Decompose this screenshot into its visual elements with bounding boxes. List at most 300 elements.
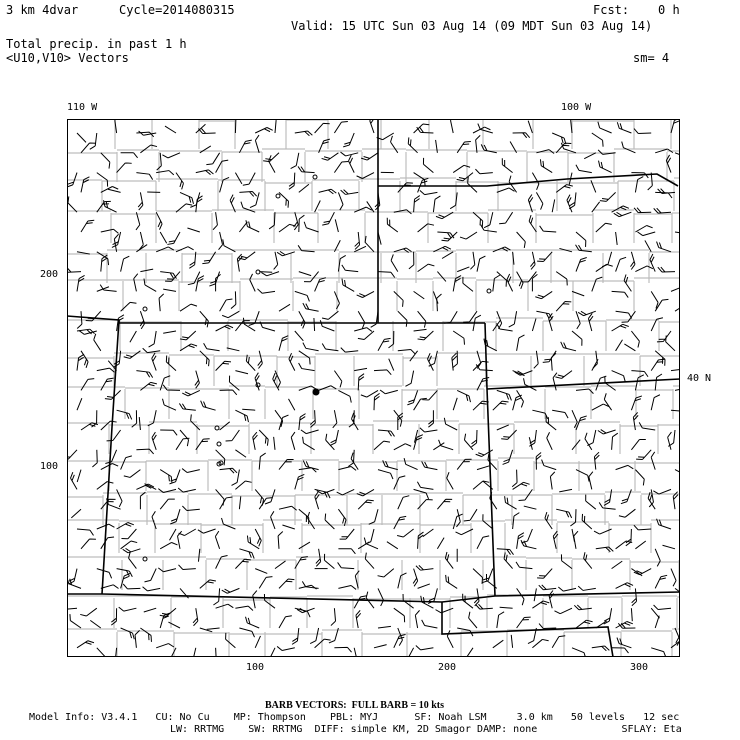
wind-barb — [136, 371, 153, 378]
wind-barb — [402, 458, 420, 469]
wind-barb — [196, 436, 210, 453]
wind-barb — [511, 635, 512, 648]
wind-barb — [140, 380, 156, 394]
wind-barb — [651, 316, 663, 334]
wind-barb — [160, 430, 177, 435]
wind-barb — [509, 310, 517, 328]
wind-barb — [515, 562, 532, 569]
wind-barb — [220, 390, 237, 396]
wind-barb — [357, 485, 374, 498]
wind-barb — [476, 124, 494, 133]
wind-barb — [456, 525, 473, 537]
wind-barb — [176, 201, 192, 216]
wind-barb — [355, 610, 363, 628]
wind-barb — [251, 489, 266, 505]
wind-barb — [235, 450, 246, 457]
wind-barb — [648, 254, 659, 272]
wind-barb — [548, 590, 557, 608]
y-tick-200: 200 — [40, 269, 59, 280]
wind-barb — [415, 610, 423, 628]
wind-barb — [654, 207, 671, 213]
wind-barb — [358, 373, 364, 390]
wind-barb — [278, 531, 284, 548]
wind-barb — [460, 594, 476, 608]
wind-barb — [624, 344, 635, 351]
wind-barb — [592, 359, 598, 370]
wind-barb-map — [67, 119, 680, 657]
wind-barb — [151, 511, 161, 529]
wind-barb — [299, 584, 317, 593]
state-border-co-west — [102, 320, 119, 594]
wind-barb — [457, 169, 473, 184]
wind-barb — [369, 508, 378, 526]
wind-barb — [552, 633, 565, 650]
wind-barb — [615, 311, 633, 318]
wind-barb — [330, 291, 341, 309]
wind-barb — [627, 252, 636, 270]
wind-barb — [179, 403, 196, 410]
wind-barb — [86, 308, 101, 324]
wind-barb — [300, 437, 317, 450]
wind-barb — [409, 252, 414, 269]
wind-barb — [482, 567, 493, 585]
wind-barb — [215, 232, 224, 250]
wind-barb — [475, 168, 492, 174]
wind-barb — [651, 394, 660, 412]
wind-barb — [497, 611, 504, 629]
wind-barb — [77, 639, 94, 652]
x-tick-300: 300 — [630, 662, 649, 673]
wind-barb — [298, 245, 315, 251]
wind-barb — [239, 191, 256, 197]
wind-barb — [391, 608, 408, 622]
wind-barb — [394, 514, 406, 531]
wind-barb — [314, 318, 315, 331]
wind-barb — [165, 126, 176, 133]
model-label: 3 km 4dvar — [6, 3, 79, 17]
wind-barb — [156, 245, 174, 256]
wind-barb — [443, 552, 457, 569]
wind-barb — [460, 277, 476, 292]
wind-barb — [505, 274, 517, 291]
wind-barb — [252, 591, 260, 609]
wind-barb — [136, 173, 153, 180]
wind-barb — [270, 252, 278, 270]
wind-barb — [124, 347, 141, 361]
wind-barb — [135, 630, 142, 647]
wind-barb — [635, 224, 652, 237]
wind-barb — [135, 192, 143, 210]
wind-barb — [81, 176, 89, 194]
wind-barb — [578, 583, 596, 591]
wind-barb — [199, 401, 217, 410]
wind-barb — [92, 410, 97, 427]
wind-barb — [279, 505, 297, 514]
wind-barb — [279, 334, 288, 352]
wind-barb — [414, 291, 425, 298]
wind-barb — [290, 432, 299, 450]
wind-barb — [378, 565, 394, 580]
wind-barb — [576, 256, 587, 274]
wind-barb — [341, 265, 358, 272]
wind-barb — [423, 529, 434, 537]
wind-barb — [274, 437, 275, 450]
wind-barb — [254, 135, 264, 153]
cycle-label: Cycle=2014080315 — [119, 3, 235, 17]
wind-barb — [619, 505, 635, 519]
wind-barb — [180, 342, 197, 355]
town-marker — [217, 442, 221, 446]
wind-barb — [414, 329, 427, 331]
wind-barb — [437, 272, 446, 282]
wind-barb — [612, 433, 618, 450]
wind-barb — [455, 390, 473, 402]
wind-barb — [81, 140, 96, 156]
wind-barb — [581, 552, 596, 568]
wind-barb — [151, 432, 161, 450]
valid-time: Valid: 15 UTC Sun 03 Aug 14 (09 MDT Sun 03 Aug 14) — [291, 19, 653, 33]
wind-barb — [220, 494, 233, 511]
wind-barb — [259, 574, 272, 591]
wind-barb — [532, 192, 545, 209]
wind-barb — [477, 466, 489, 470]
town-marker — [143, 307, 147, 311]
wind-barb — [288, 399, 294, 410]
lon-label-right: 100 W — [561, 102, 592, 113]
wind-barb — [394, 209, 412, 217]
wind-barb — [291, 152, 299, 170]
wind-barb — [172, 173, 186, 190]
wind-barb — [252, 432, 260, 450]
wind-barb — [655, 242, 673, 252]
wind-barb — [543, 348, 556, 365]
wind-barb — [539, 623, 556, 629]
wind-barb — [666, 569, 677, 587]
wind-barb — [198, 549, 199, 562]
wind-barb — [592, 645, 610, 652]
wind-barb — [513, 512, 520, 529]
wind-barb — [117, 160, 132, 176]
wind-barb — [126, 552, 140, 569]
wind-barb — [338, 549, 355, 554]
wind-barb — [651, 549, 662, 567]
wind-barb — [182, 386, 200, 398]
wind-barb — [287, 353, 299, 370]
wind-barb — [242, 409, 255, 410]
wind-barb — [654, 603, 671, 610]
wind-barb — [358, 542, 369, 549]
wind-barb — [550, 133, 568, 144]
wind-barb — [188, 269, 200, 286]
wind-barb — [290, 212, 299, 230]
wind-barb — [334, 119, 347, 136]
wind-barb — [349, 453, 362, 470]
wind-barb — [275, 120, 276, 133]
wind-barb — [200, 146, 211, 153]
wind-barb — [223, 633, 239, 648]
wind-barb — [239, 202, 257, 213]
wind-barb — [569, 331, 585, 346]
wind-barb — [377, 470, 395, 479]
wind-barb — [77, 470, 81, 482]
wind-barb — [319, 384, 337, 395]
wind-barb — [501, 552, 516, 568]
wind-barb — [279, 456, 294, 472]
wind-barb — [470, 212, 486, 227]
wind-barb — [634, 564, 651, 576]
wind-barb — [298, 363, 316, 371]
wind-barb — [436, 208, 453, 221]
wind-barb — [539, 226, 556, 232]
wind-barb — [115, 410, 133, 419]
wind-barb — [160, 496, 175, 512]
wind-barb — [367, 201, 374, 212]
wind-barb — [658, 267, 675, 273]
wind-barb — [394, 632, 406, 650]
wind-barb — [71, 509, 81, 518]
wind-barb — [471, 430, 477, 447]
wind-barb — [216, 603, 234, 613]
wind-barb — [414, 195, 420, 212]
wind-barb — [513, 232, 528, 248]
wind-barb — [513, 133, 530, 138]
wind-barb — [420, 158, 436, 173]
wind-barb — [652, 351, 668, 366]
wind-barb — [532, 599, 549, 613]
wind-barb — [626, 529, 632, 546]
wind-barb — [374, 393, 380, 410]
wind-barb — [156, 642, 174, 652]
wind-barb — [354, 311, 367, 328]
wind-barb — [227, 348, 240, 351]
wind-barb — [81, 536, 96, 552]
wind-barb — [573, 531, 581, 549]
wind-barb — [97, 153, 112, 169]
wind-barb — [453, 275, 461, 293]
wind-barb — [77, 398, 82, 410]
wind-barb — [596, 262, 613, 276]
wind-barb — [418, 221, 434, 236]
wind-barb — [93, 648, 108, 657]
wind-barb — [596, 122, 614, 133]
wind-barb — [254, 373, 264, 391]
wind-barb — [673, 470, 680, 482]
wind-barb — [222, 584, 240, 595]
wind-barb — [537, 248, 552, 264]
wind-barb — [293, 291, 311, 301]
wind-barb — [304, 268, 319, 284]
wind-barb — [368, 119, 378, 133]
wind-barb — [493, 275, 500, 292]
wind-barb — [101, 376, 114, 393]
wind-barb — [216, 323, 233, 335]
wind-barb — [397, 525, 413, 539]
wind-barb — [573, 232, 589, 247]
wind-barb — [528, 121, 532, 133]
wind-barb — [453, 513, 462, 531]
wind-barb — [167, 230, 180, 247]
wind-barb — [279, 576, 294, 592]
wind-barb — [497, 187, 515, 198]
wind-barb — [124, 466, 141, 480]
lat-label: 40 N — [687, 373, 712, 384]
wind-barb — [574, 470, 591, 482]
wind-barb — [238, 628, 256, 637]
wind-barb — [387, 542, 398, 549]
city-dot — [313, 389, 320, 396]
wind-barb — [207, 628, 220, 629]
wind-barb — [203, 343, 221, 351]
wind-barb — [101, 584, 119, 593]
wind-barb — [202, 249, 215, 266]
wind-barb — [289, 172, 295, 189]
wind-barb — [90, 132, 97, 149]
wind-barb — [555, 367, 572, 381]
wind-barb — [77, 354, 84, 371]
wind-barb — [583, 495, 599, 510]
wind-barb — [170, 508, 180, 526]
wind-barb — [420, 187, 438, 195]
wind-barb — [592, 402, 609, 414]
wind-barb — [279, 222, 296, 236]
wind-barb — [536, 453, 541, 470]
wind-barb — [149, 330, 157, 348]
wind-barb — [220, 296, 233, 313]
wind-barb — [301, 425, 319, 434]
wind-barb — [433, 195, 440, 212]
town-marker — [487, 289, 491, 293]
wind-barb — [671, 287, 680, 292]
wind-barb — [598, 425, 616, 435]
wind-barb — [650, 452, 660, 470]
wind-barb — [552, 199, 554, 212]
wind-barb — [80, 604, 97, 618]
wind-barb — [437, 294, 443, 311]
wind-barb — [594, 452, 601, 469]
wind-barb — [322, 210, 334, 227]
wind-barb — [663, 545, 675, 549]
wind-barb — [555, 509, 573, 518]
wind-barb — [136, 449, 153, 455]
wind-barb — [637, 227, 655, 236]
wind-barb — [178, 192, 196, 203]
wind-barb — [255, 636, 260, 648]
wind-barb — [588, 472, 597, 490]
wind-barb — [341, 187, 359, 195]
wind-barb — [187, 647, 196, 657]
wind-barb — [160, 232, 167, 243]
wind-barb — [477, 255, 485, 273]
wind-barb — [330, 429, 338, 447]
wind-barb — [310, 627, 318, 645]
wind-barb — [226, 376, 242, 391]
wind-barb — [554, 604, 572, 616]
wind-barb — [437, 440, 455, 450]
wind-barb — [361, 149, 378, 163]
wind-barb — [611, 291, 628, 297]
wind-barb — [598, 148, 615, 155]
wind-barb — [560, 342, 578, 351]
wind-barb — [583, 433, 596, 450]
wind-barb — [572, 291, 584, 295]
wind-barb — [521, 378, 538, 390]
wind-barb — [244, 355, 259, 371]
wind-barb — [421, 620, 439, 628]
wind-barb — [651, 357, 665, 374]
wind-barb — [92, 334, 105, 351]
wind-barb — [133, 274, 141, 292]
wind-barb — [569, 192, 576, 209]
wind-barb — [335, 219, 338, 232]
wind-barb — [421, 461, 439, 469]
wind-barb — [196, 195, 203, 212]
wind-barb — [373, 192, 380, 210]
wind-barb — [615, 638, 633, 648]
wind-barb — [297, 604, 315, 615]
wind-barb — [226, 427, 240, 444]
wind-barb — [466, 612, 481, 628]
wind-barb — [556, 299, 571, 315]
wind-barb — [140, 492, 145, 509]
wind-barb — [211, 648, 217, 657]
wind-barb — [596, 546, 614, 553]
wind-barb — [299, 215, 305, 232]
wind-barb — [349, 413, 362, 430]
wind-barb — [457, 456, 471, 472]
wind-barb — [612, 322, 629, 335]
wind-barb — [636, 446, 651, 462]
wind-barb — [220, 468, 237, 475]
wind-barb — [112, 231, 121, 249]
wind-barb — [513, 480, 530, 493]
wind-barb — [255, 126, 273, 138]
wind-barb — [570, 648, 588, 657]
wind-barb — [340, 526, 355, 542]
wind-barb — [119, 628, 137, 639]
wind-barb — [354, 571, 363, 589]
wind-barb — [329, 608, 335, 625]
wind-barb — [457, 139, 471, 156]
wind-barb — [220, 176, 229, 194]
wind-barb — [347, 155, 359, 172]
wind-barb — [108, 189, 121, 192]
wind-barb — [255, 569, 267, 574]
wind-barb — [529, 429, 536, 446]
wind-barb — [616, 122, 634, 133]
wind-barb — [493, 245, 511, 256]
wind-barb — [517, 334, 525, 352]
wind-barb — [216, 553, 228, 570]
wind-barb — [513, 588, 527, 605]
wind-barb — [249, 309, 260, 327]
wind-barb — [191, 371, 200, 389]
wind-barb — [528, 252, 536, 270]
wind-barb — [671, 410, 680, 416]
wind-barb — [493, 640, 504, 648]
wind-barb — [627, 331, 641, 347]
town-marker — [276, 194, 280, 198]
wind-barb — [500, 607, 513, 608]
wind-barb — [68, 567, 77, 585]
wind-barb — [414, 311, 429, 327]
wind-barb — [630, 588, 636, 605]
wind-barb — [442, 252, 453, 259]
wind-barb — [302, 303, 320, 311]
wind-barb — [545, 432, 557, 450]
wind-barb — [212, 489, 227, 505]
wind-barb — [576, 618, 593, 632]
wind-barb — [235, 371, 248, 374]
